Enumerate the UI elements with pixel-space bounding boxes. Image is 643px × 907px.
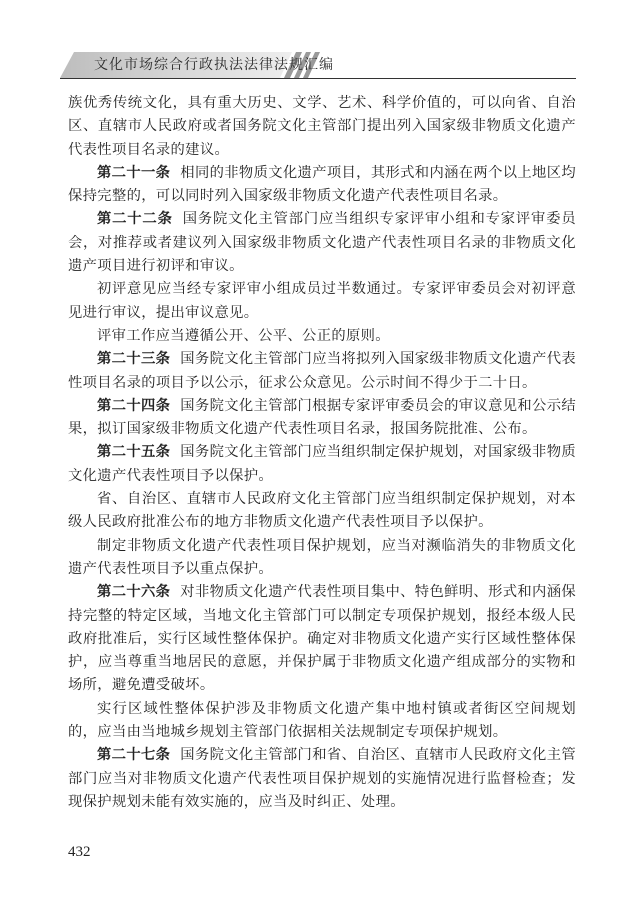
paragraph (68, 208, 576, 278)
article-number: 第二十七条 (97, 747, 171, 764)
paragraph-text: 国务院文化主管部门和省、自治区、直辖市人民政府文化主管部门应当对非物质文化遗产代表性项目保护规划的实施情况进行监督检查；发现保护规划未能有效实施的，应当及时纠正、处理。 (68, 747, 577, 810)
page-body (68, 92, 576, 814)
paragraph-text: 国务院文化主管部门应当将拟列入国家级非物质文化遗产代表性项目名录的项目予以公示，征求公众意见。公示时间不得少于二十日。 (68, 351, 577, 391)
paragraph (68, 744, 576, 814)
article-number: 第二十六条 (97, 584, 171, 601)
running-header (60, 52, 334, 78)
paragraph (68, 278, 576, 325)
paragraph (68, 348, 576, 395)
paragraph-text: 实行区域性整体保护涉及非物质文化遗产集中地村镇或者街区空间规划的，应当由当地城乡规划主管部门依据相关法规制定专项保护规划。 (68, 700, 576, 741)
article-number: 第二十三条 (97, 351, 171, 368)
header-divider (60, 78, 576, 79)
paragraph-text: 国务院文化主管部门应当组织制定保护规划，对国家级非物质文化遗产代表性项目予以保护。 (68, 444, 577, 484)
paragraph-text: 初评意见应当经专家评审小组成员过半数通过。专家评审委员会对初评意见进行审议，提出审议意见。 (68, 281, 576, 321)
header-title: 文化市场综合行政执法法律法规汇编 (94, 57, 334, 73)
paragraph-text: 对非物质文化遗产代表性项目集中、特色鲜明、形式和内涵保持完整的特定区域，当地文化主管部门可以制定专项保护规划，报经本级人民政府批准后，实行区域性整体保护。确定对非物质文化遗产实行区域性整体保护，应当尊重当地居民的意愿，并保护属于非物质文化遗产组成部分的实物和场所，避免遭受破坏。 (68, 584, 577, 694)
paragraph (68, 698, 576, 745)
paragraph (68, 441, 576, 488)
paragraph (68, 162, 576, 209)
paragraph-text: 评审工作应当遵循公开、公平、公正的原则。 (97, 327, 390, 344)
paragraph (68, 325, 576, 348)
paragraph-text: 省、自治区、直辖市人民政府文化主管部门应当组织制定保护规划，对本级人民政府批准公布的地方非物质文化遗产代表性项目予以保护。 (68, 491, 576, 531)
article-number: 第二十一条 (97, 164, 171, 181)
paragraph-text: 制定非物质文化遗产代表性项目保护规划，应当对濒临消失的非物质文化遗产代表性项目予以重点保护。 (68, 537, 576, 577)
paragraph-text: 族优秀传统文化，具有重大历史、文学、艺术、科学价值的，可以向省、自治区、直辖市人民政府或者国务院文化主管部门提出列入国家级非物质文化遗产代表性项目名录的建议。 (68, 95, 576, 158)
article-number: 第二十四条 (97, 397, 171, 414)
paragraph-text: 国务院文化主管部门应当组织专家评审小组和专家评审委员会，对推荐或者建议列入国家级非物质文化遗产代表性项目名录的非物质文化遗产项目进行初评和审议。 (68, 211, 576, 275)
paragraph (68, 535, 576, 582)
paragraph (68, 92, 576, 162)
paragraph (68, 581, 576, 697)
page-number: 432 (68, 844, 91, 860)
article-number: 第二十二条 (97, 211, 173, 228)
paragraph-text: 相同的非物质文化遗产项目，其形式和内涵在两个以上地区均保持完整的，可以同时列入国家级非物质文化遗产代表性项目名录。 (68, 164, 577, 205)
paragraph (68, 488, 576, 535)
article-number: 第二十五条 (97, 444, 171, 461)
paragraph (68, 395, 576, 442)
paragraph-text: 国务院文化主管部门根据专家评审委员会的审议意见和公示结果，拟订国家级非物质文化遗产代表性项目名录，报国务院批准、公布。 (68, 397, 577, 438)
